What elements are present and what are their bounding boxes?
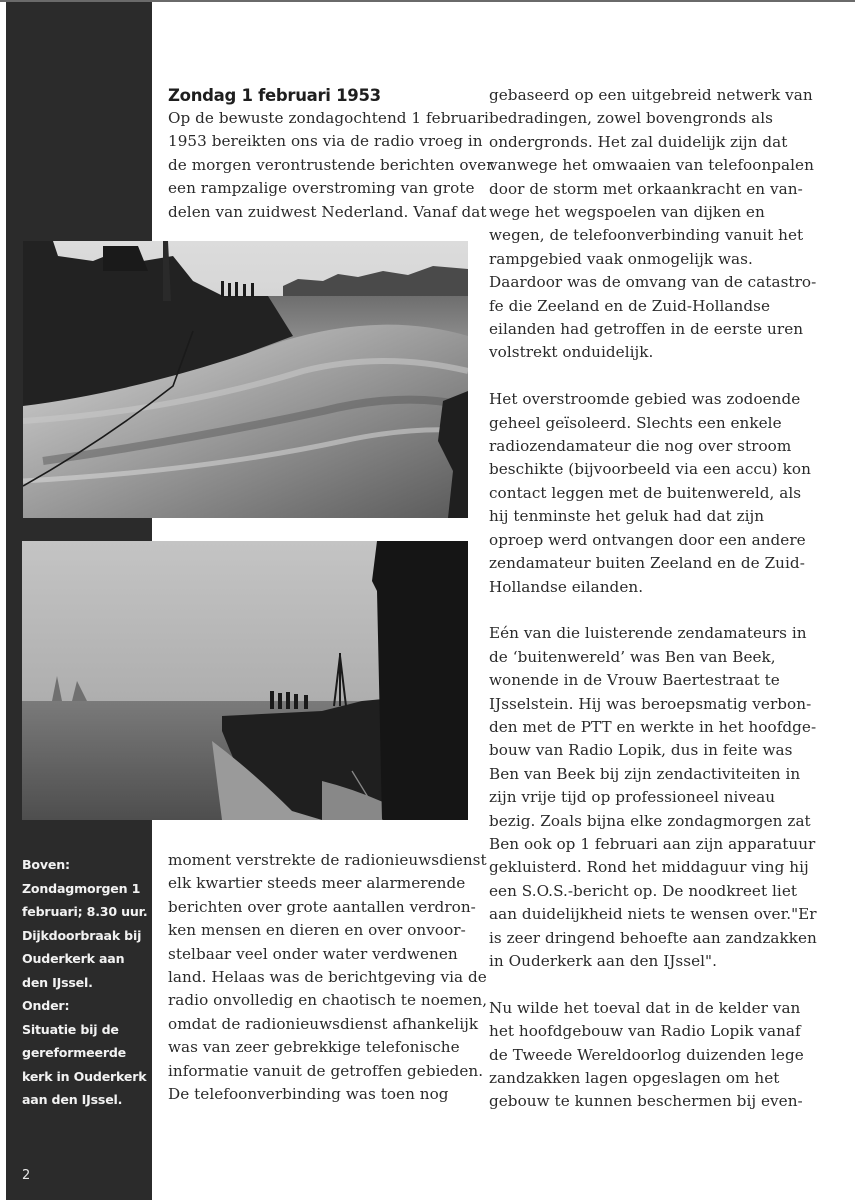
text-line: vanwege het omwaaien van telefoonpalen: [489, 156, 814, 175]
text-line: elk kwartier steeds meer alarmerende: [168, 874, 466, 893]
photo-church-dike: [22, 541, 468, 820]
caption-line: februari; 8.30 uur.: [22, 904, 148, 919]
text-line: rampgebied vaak onmogelijk was.: [489, 249, 753, 268]
text-line: radio onvolledig en chaotisch te noemen,: [168, 991, 488, 1010]
text-line: hij tenminste het geluk had dat zijn: [489, 507, 765, 526]
text-line: de Tweede Wereldoorlog duizenden lege: [489, 1045, 804, 1064]
text-line: ondergronds. Het zal duidelijk zijn dat: [489, 132, 788, 151]
text-line: gekluisterd. Rond het middaguur ving hij: [489, 858, 809, 877]
column-1-top: [168, 84, 494, 224]
text-line: is zeer dringend behoefte aan zandzakken: [489, 928, 817, 947]
paragraph: [489, 622, 817, 973]
text-line: stelbaar veel onder water verdwenen: [168, 944, 458, 963]
text-line: de ‘buitenwereld’ was Ben van Beek,: [489, 647, 776, 666]
text-line: IJsselstein. Hij was beroepsmatig verbon-: [489, 694, 812, 713]
column-2: [489, 84, 817, 1114]
caption-line: den IJssel.: [22, 974, 93, 990]
text-line: de morgen verontrustende berichten over: [168, 155, 494, 174]
text-line: radiozendamateur die nog over stroom: [489, 437, 792, 456]
text-line: Ben van Beek bij zijn zendactiviteiten in: [489, 764, 801, 783]
text-line: De telefoonverbinding was toen nog: [168, 1085, 449, 1104]
text-line: volstrekt onduidelijk.: [489, 343, 654, 362]
text-line: eilanden had getroffen in de eerste uren: [489, 320, 804, 339]
text-line: in Ouderkerk aan den IJssel".: [489, 952, 717, 970]
text-line: delen van zuidwest Nederland. Vanaf dat: [168, 202, 487, 221]
text-line: Eén van die luisterende zendamateurs in: [489, 624, 807, 643]
text-line: door de storm met orkaankracht en van-: [489, 179, 803, 198]
text-line: bezig. Zoals bijna elke zondagmorgen zat: [489, 811, 811, 830]
text-line: Hollandse eilanden.: [489, 577, 644, 596]
text-line: Daardoor was de omvang van de catastro-: [489, 273, 817, 292]
photo-dike-breach: [23, 241, 468, 518]
text-line: zandzakken lagen opgeslagen om het: [489, 1069, 780, 1088]
text-line: Het overstroomde gebied was zodoende: [489, 390, 801, 409]
text-line: berichten over grote aantallen verdron-: [168, 897, 476, 916]
photo-church-dike-image: [22, 541, 468, 820]
text-line: gebaseerd op een uitgebreid netwerk van: [489, 86, 813, 104]
paragraph-gap: [489, 973, 809, 996]
text-line: fe die Zeeland en de Zuid-Hollandse: [489, 296, 770, 315]
text-line: bouw van Radio Lopik, dus in feite was: [489, 741, 793, 760]
text-line: ken mensen en dieren en over onvoor-: [168, 921, 466, 940]
page-number: 2: [22, 1168, 31, 1183]
photo-caption: [22, 853, 150, 1112]
text-line: contact leggen met de buitenwereld, als: [489, 483, 802, 502]
text-line: bedradingen, zowel bovengronds als: [489, 109, 773, 128]
text-line: Nu wilde het toeval dat in de kelder van: [489, 998, 801, 1017]
text-line: het hoofdgebouw van Radio Lopik vanaf: [489, 1022, 801, 1041]
caption-line: Boven:: [22, 857, 70, 872]
text-line: gebouw te kunnen beschermen bij even-: [489, 1092, 803, 1111]
text-line: beschikte (bijvoorbeeld via een accu) kon: [489, 460, 811, 479]
text-line: wegen, de telefoonverbinding vanuit het: [489, 226, 804, 245]
caption-line: kerk in Ouderkerk: [22, 1068, 147, 1084]
paragraph: [489, 997, 809, 1114]
text-line: wonende in de Vrouw Baertestraat te: [489, 671, 780, 690]
text-line: land. Helaas was de berichtgeving via de: [168, 968, 487, 987]
text-line: Op de bewuste zondagochtend 1 februari: [168, 109, 489, 127]
paragraph-gap: [489, 599, 809, 622]
paragraph: [489, 388, 809, 599]
text-line: Ben ook op 1 februari aan zijn apparatuur: [489, 834, 816, 853]
text-line: zendamateur buiten Zeeland en de Zuid-: [489, 554, 805, 573]
caption-line: gereformeerde: [22, 1045, 127, 1060]
text-line: een rampzalige overstroming van grote: [168, 179, 475, 198]
article-heading: Zondag 1 februari 1953: [168, 86, 381, 105]
caption-line: Dijkdoorbraak bij: [22, 927, 142, 943]
text-line: geheel geïsoleerd. Slechts een enkele: [489, 413, 782, 432]
caption-line: aan den IJssel.: [22, 1092, 123, 1107]
text-line: omdat de radionieuwsdienst afhankelijk: [168, 1014, 479, 1033]
caption-line: Zondagmorgen 1: [22, 880, 141, 896]
text-line: een S.O.S.-bericht op. De noodkreet liet: [489, 881, 798, 900]
column-1-bottom: [168, 849, 488, 1106]
paragraph-gap: [489, 365, 809, 388]
caption-line: Situatie bij de: [22, 1021, 119, 1037]
text-line: zijn vrije tijd op professioneel niveau: [489, 788, 776, 807]
photo-dike-breach-image: [23, 241, 468, 518]
text-line: informatie vanuit de getroffen gebieden.: [168, 1061, 484, 1080]
text-line: aan duidelijkheid niets te wensen over."Er: [489, 905, 817, 924]
text-line: was van zeer gebrekkige telefonische: [168, 1038, 460, 1057]
text-line: den met de PTT en werkte in het hoofdge-: [489, 717, 817, 736]
text-line: 1953 bereikten ons via de radio vroeg in: [168, 132, 483, 151]
paragraph: [489, 84, 817, 365]
text-line: wege het wegspoelen van dijken en: [489, 203, 765, 222]
caption-line: Ouderkerk aan: [22, 951, 125, 966]
text-line: oproep werd ontvangen door een andere: [489, 530, 806, 549]
caption-line: Onder:: [22, 998, 70, 1013]
text-line: moment verstrekte de radionieuwsdienst: [168, 851, 487, 869]
